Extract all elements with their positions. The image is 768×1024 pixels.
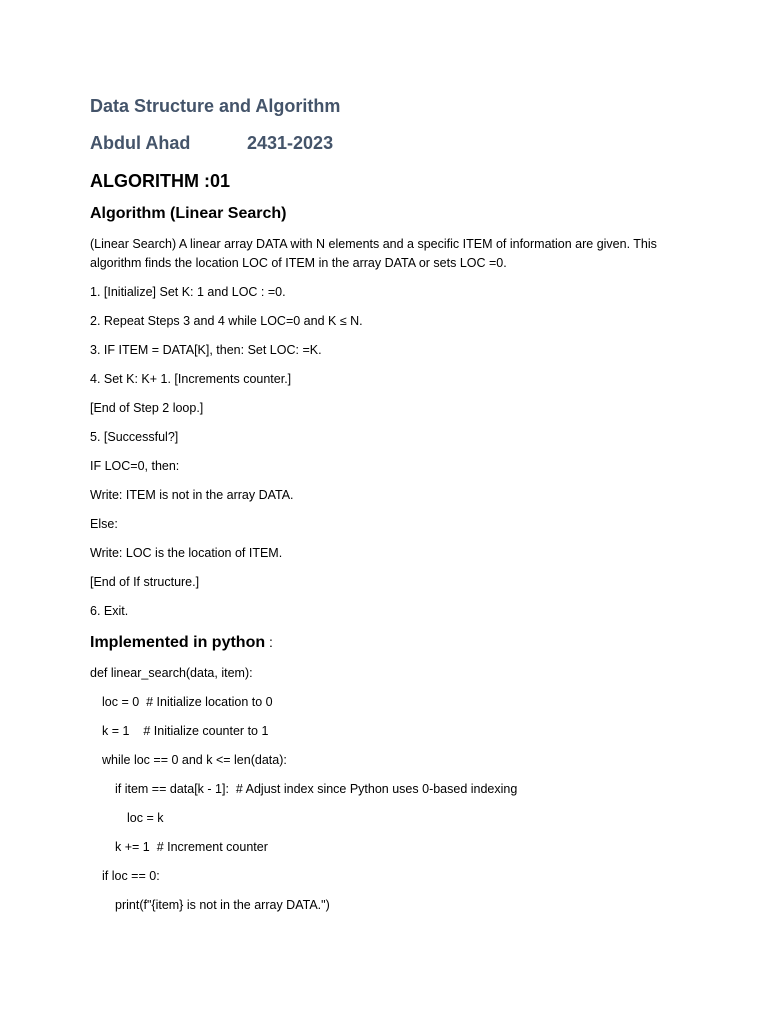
author-name: Abdul Ahad [90,133,191,153]
algorithm-step: [End of Step 2 loop.] [90,401,204,415]
code-line: loc = 0 # Initialize location to 0 [102,695,273,709]
code-line: def linear_search(data, item): [90,666,253,680]
code-line: k += 1 # Increment counter [115,840,268,854]
algorithm-step: 6. Exit. [90,604,129,618]
algorithm-step: [End of If structure.] [90,575,200,589]
python-heading-colon: : [265,634,273,650]
roll-number: 2431-2023 [247,133,334,153]
document-body [90,94,690,925]
algorithm-step: 3. IF ITEM = DATA[K], then: Set LOC: =K. [90,343,322,357]
author-line [90,131,690,155]
intro-paragraph: (Linear Search) A linear array DATA with N elements and a specific ITEM of information are given. This algorithm finds the location LOC of ITEM in the array DATA or sets LOC =0. [90,237,657,270]
code-line: loc = k [127,811,164,825]
algorithm-title: Algorithm (Linear Search) [90,205,287,222]
python-heading-text: Implemented in python [90,634,266,651]
algorithm-step: Else: [90,517,118,531]
code-line: k = 1 # Initialize counter to 1 [102,724,269,738]
algorithm-heading: ALGORITHM :01 [90,171,231,191]
code-line: if loc == 0: [102,869,160,883]
algorithm-step: 2. Repeat Steps 3 and 4 while LOC=0 and K ≤ N. [90,314,363,328]
algorithm-step: Write: ITEM is not in the array DATA. [90,488,294,502]
course-title: Data Structure and Algorithm [90,96,341,116]
algorithm-step: 1. [Initialize] Set K: 1 and LOC : =0. [90,285,286,299]
code-line: print(f"{item} is not in the array DATA.") [115,898,330,912]
python-heading [90,631,690,654]
code-line: while loc == 0 and k <= len(data): [102,753,287,767]
algorithm-step: 4. Set K: K+ 1. [Increments counter.] [90,372,292,386]
algorithm-step: Write: LOC is the location of ITEM. [90,546,283,560]
code-line: if item == data[k - 1]: # Adjust index since Python uses 0-based indexing [115,782,518,796]
algorithm-step: 5. [Successful?] [90,430,179,444]
algorithm-step: IF LOC=0, then: [90,459,180,473]
